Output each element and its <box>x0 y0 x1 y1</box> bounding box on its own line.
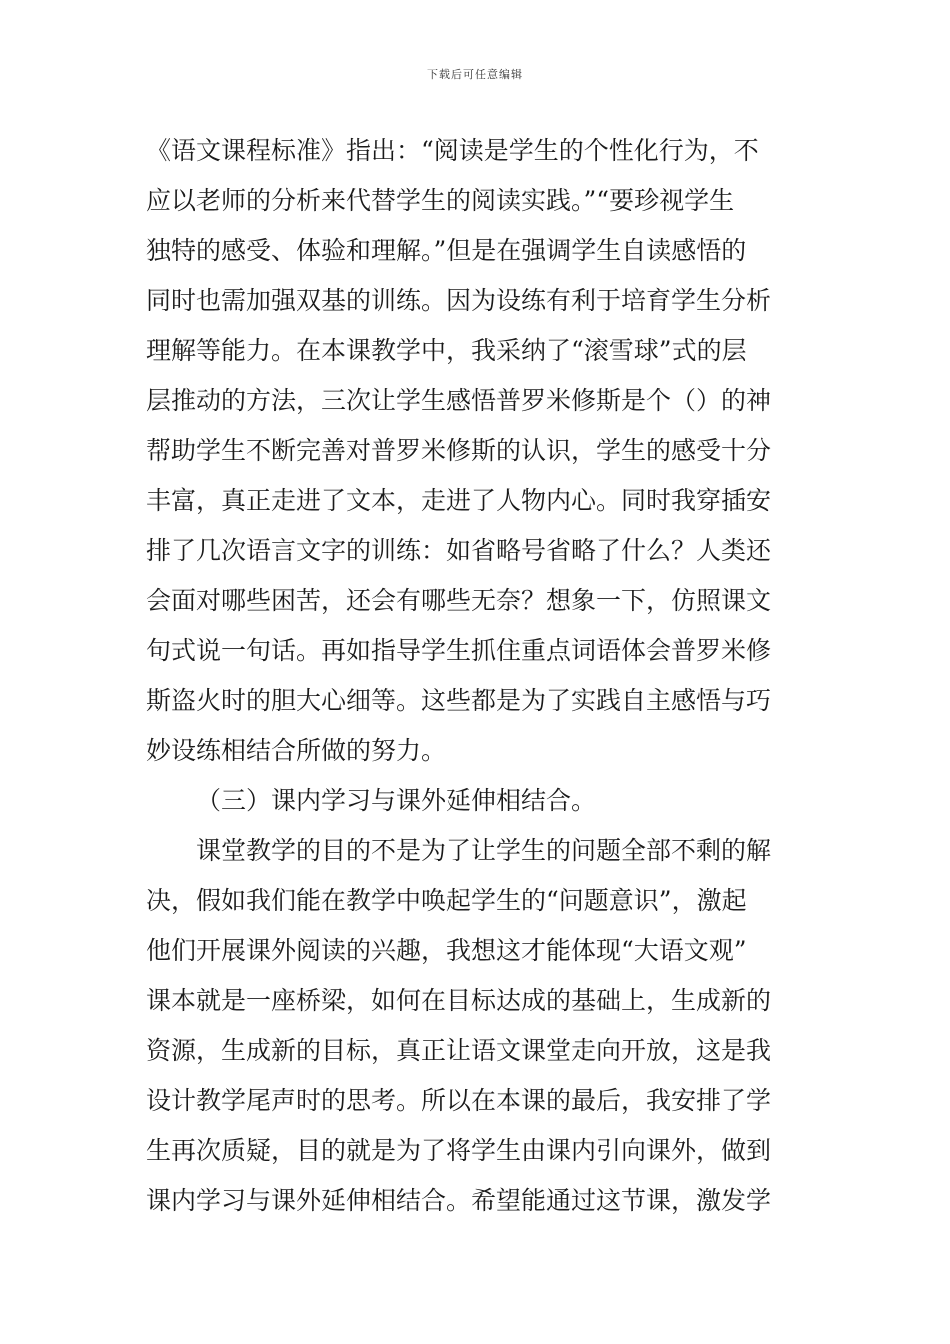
text-line: 课内学习与课外延伸相结合。希望能通过这节课，激发学 <box>146 1186 772 1215</box>
paragraph-first-line: 课堂教学的目的不是为了让学生的问题全部不剩的解 <box>196 836 772 865</box>
text-line: 理解等能力。在本课教学中，我采纳了“滚雪球”式的层 <box>146 336 747 365</box>
text-line: 他们开展课外阅读的兴趣，我想这才能体现“大语文观” <box>146 936 747 965</box>
text-line: 设计教学尾声时的思考。所以在本课的最后，我安排了学 <box>146 1086 772 1115</box>
text-line: 应以老师的分析来代替学生的阅读实践。”“要珍视学生 <box>146 186 735 215</box>
text-line: 《语文课程标准》指出：“阅读是学生的个性化行为，不 <box>146 136 759 165</box>
text-line: 同时也需加强双基的训练。因为设练有利于培育学生分析 <box>146 286 772 315</box>
document-body <box>146 126 812 1226</box>
text-line: 斯盗火时的胆大心细等。这些都是为了实践自主感悟与巧 <box>146 686 772 715</box>
text-line: 帮助学生不断完善对普罗米修斯的认识，学生的感受十分 <box>146 436 772 465</box>
text-line: 课本就是一座桥梁，如何在目标达成的基础上，生成新的 <box>146 986 772 1015</box>
text-line: 独特的感受、体验和理解。”但是在强调学生自读感悟的 <box>146 236 747 265</box>
text-line: 丰富，真正走进了文本，走进了人物内心。同时我穿插安 <box>146 486 772 515</box>
text-line: 决，假如我们能在教学中唤起学生的“问题意识”，激起 <box>146 886 747 915</box>
page-header: 下载后可任意编辑 <box>427 68 523 81</box>
text-line: 句式说一句话。再如指导学生抓住重点词语体会普罗米修 <box>146 636 772 665</box>
section-heading: （三）课内学习与课外延伸相结合。 <box>196 786 597 815</box>
text-line: 层推动的方法，三次让学生感悟普罗米修斯是个（）的神 <box>146 386 772 415</box>
text-line: 生再次质疑，目的就是为了将学生由课内引向课外，做到 <box>146 1136 772 1165</box>
text-line: 排了几次语言文字的训练：如省略号省略了什么？人类还 <box>146 536 772 565</box>
text-line: 妙设练相结合所做的努力。 <box>146 736 447 765</box>
text-line: 会面对哪些困苦，还会有哪些无奈？想象一下，仿照课文 <box>146 586 772 615</box>
text-line: 资源，生成新的目标，真正让语文课堂走向开放，这是我 <box>146 1036 772 1065</box>
